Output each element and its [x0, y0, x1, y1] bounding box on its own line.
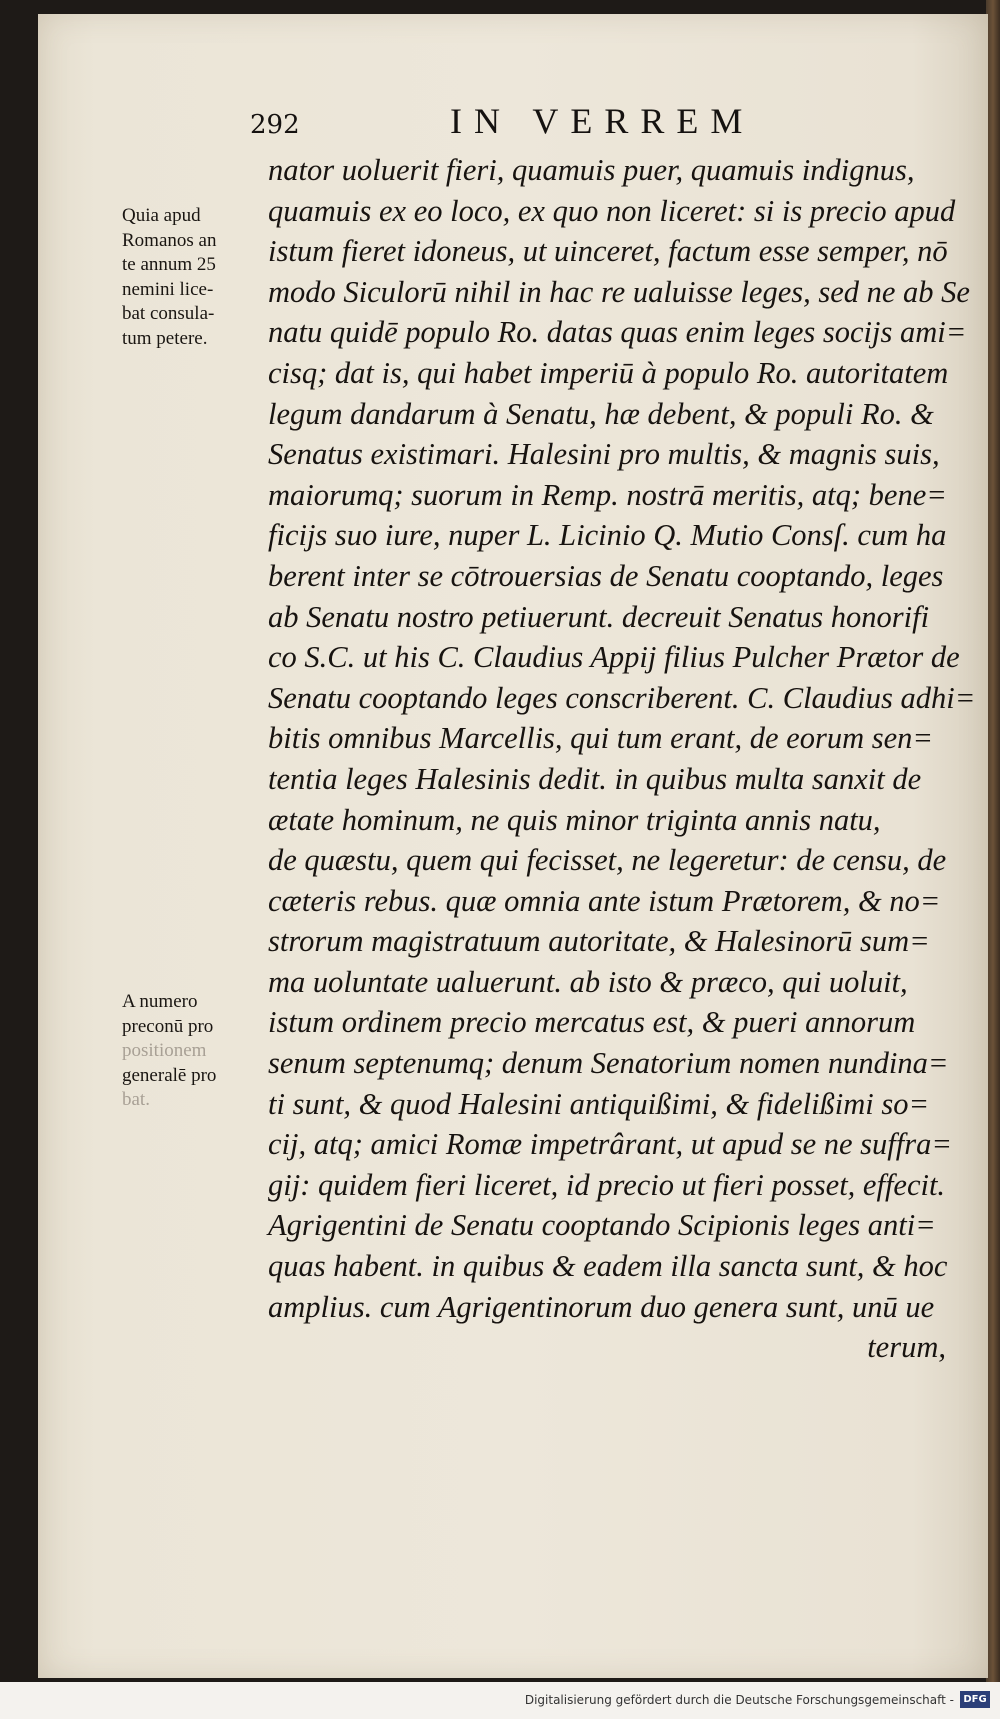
text-line: gij: quidem fieri liceret, id precio ut fieri posset, effecit.	[268, 1167, 946, 1202]
text-line: co S.C. ut his C. Claudius Appij filius Pulcher Prætor de	[268, 640, 960, 675]
text-line: istum ordinem precio mercatus est, & pueri annorum	[268, 1005, 916, 1040]
text-line: ficijs suo iure, nuper L. Licinio Q. Mutio Consſ. cum ha	[268, 518, 947, 553]
page-number: 292	[250, 110, 300, 140]
margin-note-line: positionem	[122, 1040, 207, 1061]
margin-note	[122, 990, 272, 1113]
text-line: cisq; dat is, qui habet imperiū à populo Ro. autoritatem	[268, 355, 949, 390]
text-line: Agrigentini de Senatu cooptando Scipionis leges anti=	[268, 1208, 936, 1243]
funding-credit: Digitalisierung gefördert durch die Deutsche Forschungsgemeinschaft -	[524, 1693, 954, 1707]
text-line: berent inter se cōtrouersias de Senatu cooptando, leges	[268, 558, 944, 593]
text-line: modo Siculorū nihil in hac re ualuisse leges, sed ne ab Se	[268, 274, 970, 309]
text-line: nator uoluerit fieri, quamuis puer, quamuis indignus,	[268, 153, 915, 187]
text-line: tentia leges Halesinis dedit. in quibus multa sanxit de	[268, 761, 922, 796]
book-edge	[986, 0, 1000, 1719]
running-title: IN VERREM	[450, 101, 755, 141]
text-line: bitis omnibus Marcellis, qui tum erant, de eorum sen=	[268, 721, 933, 756]
text-line: amplius. cum Agrigentinorum duo genera sunt, unū ue	[268, 1289, 935, 1324]
text-line: cij, atq; amici Romæ impetrârant, ut apud se ne suffra=	[268, 1127, 952, 1162]
text-line: quamuis ex eo loco, ex quo non liceret: si is precio apud	[268, 193, 956, 228]
margin-note-line: preconū pro	[122, 1015, 214, 1037]
text-line: ætate hominum, ne quis minor triginta annis natu,	[268, 802, 881, 837]
text-line: de quæstu, quem qui fecisset, ne legeretur: de censu, de	[268, 843, 947, 878]
margin-note-line: generalē pro	[122, 1064, 217, 1086]
digitization-footer	[0, 1682, 1000, 1719]
text-line: natu quidē populo Ro. datas quas enim leges socijs ami=	[268, 315, 967, 350]
text-line: ti sunt, & quod Halesini antiquißimi, & fidelißimi so=	[268, 1086, 930, 1121]
body-text	[268, 150, 976, 1368]
catchword: terum,	[867, 1330, 946, 1365]
text-line: maiorumq; suorum in Remp. nostrā meritis, atq; bene=	[268, 477, 947, 512]
margin-note-line: A numero	[122, 991, 198, 1012]
text-line: legum dandarum à Senatu, hæ debent, & populi Ro. &	[268, 396, 934, 431]
text-line: istum fieret idoneus, ut uinceret, factum esse semper, nō	[268, 234, 948, 269]
margin-note-line: Romanos an	[122, 229, 217, 251]
margin-note	[122, 204, 272, 351]
text-line: ma uoluntate ualuerunt. ab isto & præco, qui uoluit,	[268, 964, 908, 999]
margin-note-line: bat consula-	[122, 303, 215, 324]
text-line: Senatus existimari. Halesini pro multis, & magnis suis,	[268, 437, 940, 472]
text-line: strorum magistratuum autoritate, & Halesinorū sum=	[268, 924, 930, 959]
margin-note-line: tum petere.	[122, 327, 208, 349]
dfg-logo: DFG	[960, 1691, 990, 1708]
text-line: ab Senatu nostro petiuerunt. decreuit Senatus honorifi	[268, 599, 930, 634]
margin-note-line: bat.	[122, 1089, 150, 1110]
margin-note-line: Quia apud	[122, 205, 201, 226]
text-line: quas habent. in quibus & eadem illa sancta sunt, & hoc	[268, 1249, 948, 1284]
margin-note-line: nemini lice-	[122, 278, 214, 300]
text-line: Senatu cooptando leges conscriberent. C. Claudius adhi=	[268, 680, 976, 715]
page-header	[250, 100, 810, 140]
margin-note-line: te annum 25	[122, 254, 216, 275]
text-line: senum septenumq; denum Senatorium nomen nundina=	[268, 1046, 949, 1081]
text-line: cæteris rebus. quæ omnia ante istum Prætorem, & no=	[268, 883, 941, 918]
